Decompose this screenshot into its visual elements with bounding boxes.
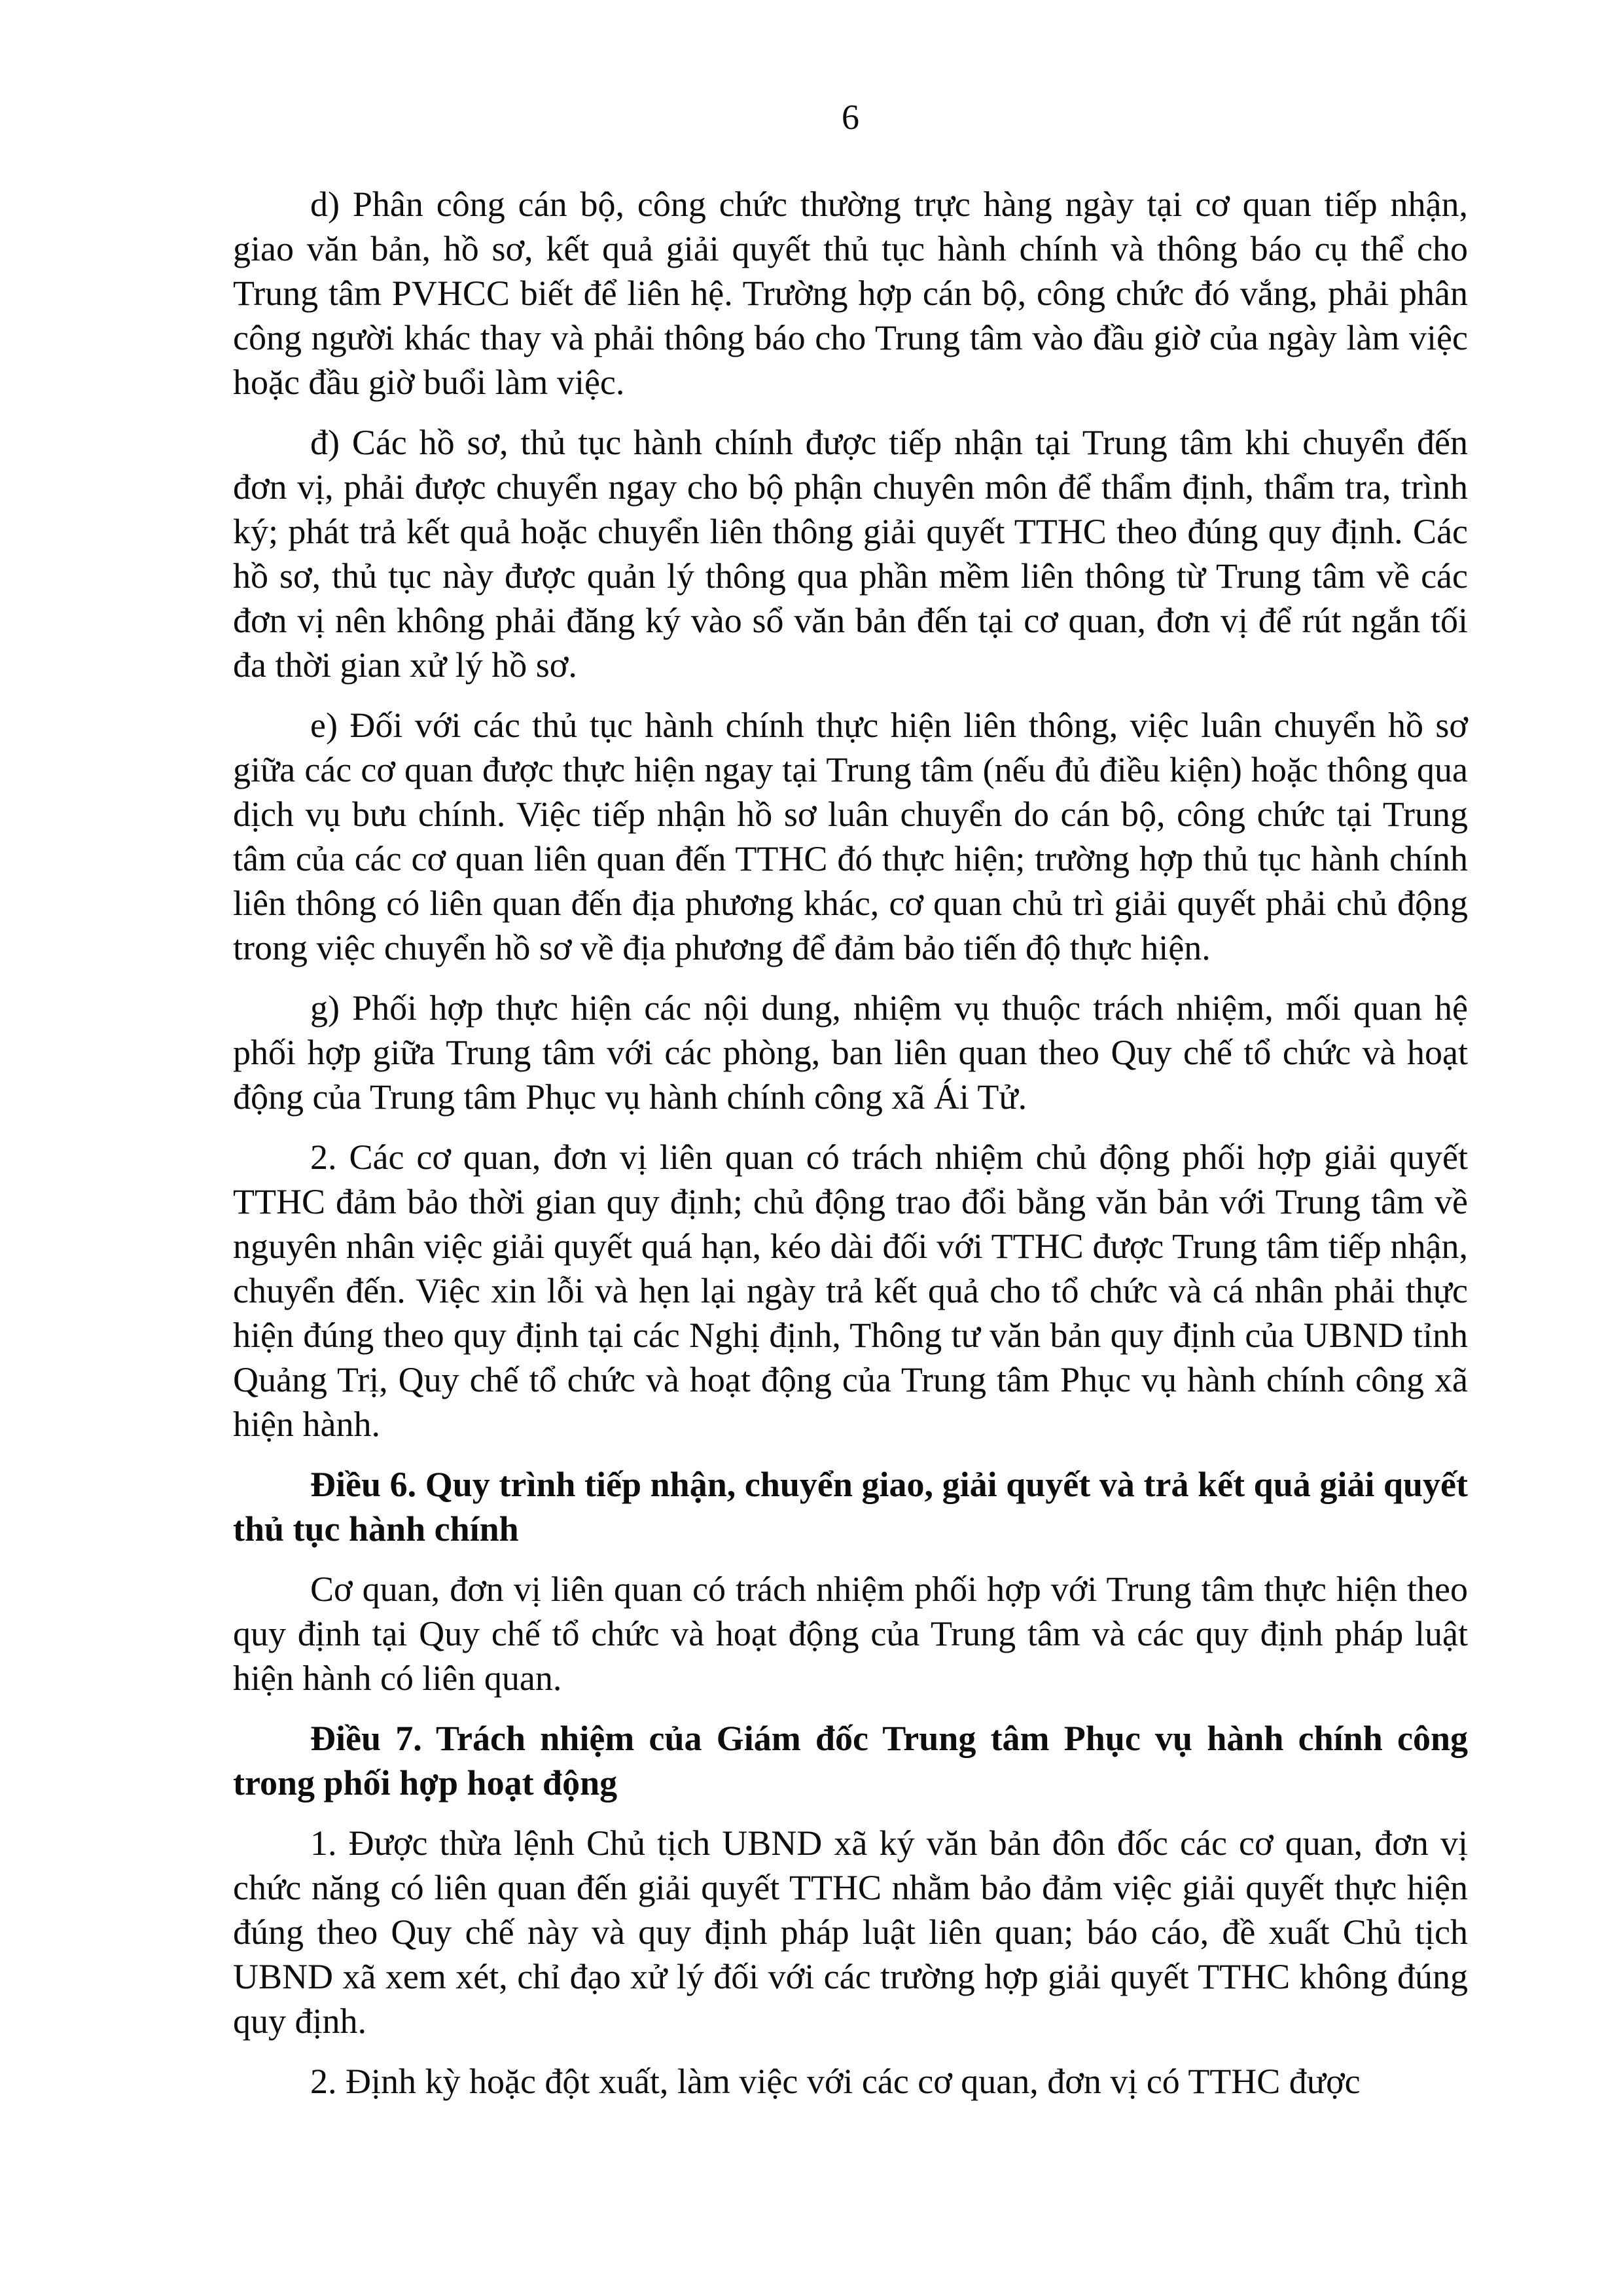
document-body	[233, 182, 1468, 2104]
paragraph-clause-2: 2. Các cơ quan, đơn vị liên quan có trách nhiệm chủ động phối hợp giải quyết TTHC đảm bảo thời gian quy định; chủ động trao đổi bằng văn bản với Trung tâm về nguyên nhân việc giải quyết quá hạn, kéo dài đối với TTHC được Trung tâm tiếp nhận, chuyển đến. Việc xin lỗi và hẹn lại ngày trả kết quả cho tổ chức và cá nhân phải thực hiện đúng theo quy định tại các Nghị định, Thông tư văn bản quy định của UBND tỉnh Quảng Trị, Quy chế tổ chức và hoạt động của Trung tâm Phục vụ hành chính công xã hiện hành.	[233, 1138, 1468, 1444]
article-7-heading: Điều 7. Trách nhiệm của Giám đốc Trung tâm Phục vụ hành chính công trong phối hợp hoạt động	[233, 1719, 1468, 1803]
article-6-heading: Điều 6. Quy trình tiếp nhận, chuyển giao, giải quyết và trả kết quả giải quyết thủ tục hành chính	[233, 1465, 1468, 1549]
page-number: 6	[842, 98, 859, 137]
paragraph-point-dd: đ) Các hồ sơ, thủ tục hành chính được tiếp nhận tại Trung tâm khi chuyển đến đơn vị, phải được chuyển ngay cho bộ phận chuyên môn để thẩm định, thẩm tra, trình ký; phát trả kết quả hoặc chuyển liên thông giải quyết TTHC theo đúng quy định. Các hồ sơ, thủ tục này được quản lý thông qua phần mềm liên thông từ Trung tâm về các đơn vị nên không phải đăng ký vào sổ văn bản đến tại cơ quan, đơn vị để rút ngắn tối đa thời gian xử lý hồ sơ.	[233, 423, 1468, 685]
article-7-clause-2: 2. Định kỳ hoặc đột xuất, làm việc với các cơ quan, đơn vị có TTHC được	[310, 2062, 1361, 2101]
paragraph-point-d: d) Phân công cán bộ, công chức thường trực hàng ngày tại cơ quan tiếp nhận, giao văn bản, hồ sơ, kết quả giải quyết thủ tục hành chính và thông báo cụ thể cho Trung tâm PVHCC biết để liên hệ. Trường hợp cán bộ, công chức đó vắng, phải phân công người khác thay và phải thông báo cho Trung tâm vào đầu giờ của ngày làm việc hoặc đầu giờ buổi làm việc.	[233, 185, 1468, 402]
article-6-body: Cơ quan, đơn vị liên quan có trách nhiệm phối hợp với Trung tâm thực hiện theo quy định tại Quy chế tổ chức và hoạt động của Trung tâm và các quy định pháp luật hiện hành có liên quan.	[233, 1570, 1468, 1698]
paragraph-point-g: g) Phối hợp thực hiện các nội dung, nhiệm vụ thuộc trách nhiệm, mối quan hệ phối hợp giữa Trung tâm với các phòng, ban liên quan theo Quy chế tổ chức và hoạt động của Trung tâm Phục vụ hành chính công xã Ái Tử.	[233, 988, 1468, 1117]
paragraph-point-e: e) Đối với các thủ tục hành chính thực hiện liên thông, việc luân chuyển hồ sơ giữa các cơ quan được thực hiện ngay tại Trung tâm (nếu đủ điều kiện) hoặc thông qua dịch vụ bưu chính. Việc tiếp nhận hồ sơ luân chuyển do cán bộ, công chức tại Trung tâm của các cơ quan liên quan đến TTHC đó thực hiện; trường hợp thủ tục hành chính liên thông có liên quan đến địa phương khác, cơ quan chủ trì giải quyết phải chủ động trong việc chuyển hồ sơ về địa phương để đảm bảo tiến độ thực hiện.	[233, 706, 1468, 967]
article-7-clause-1: 1. Được thừa lệnh Chủ tịch UBND xã ký văn bản đôn đốc các cơ quan, đơn vị chức năng có liên quan đến giải quyết TTHC nhằm bảo đảm việc giải quyết thực hiện đúng theo Quy chế này và quy định pháp luật liên quan; báo cáo, đề xuất Chủ tịch UBND xã xem xét, chỉ đạo xử lý đối với các trường hợp giải quyết TTHC không đúng quy định.	[233, 1823, 1468, 2041]
